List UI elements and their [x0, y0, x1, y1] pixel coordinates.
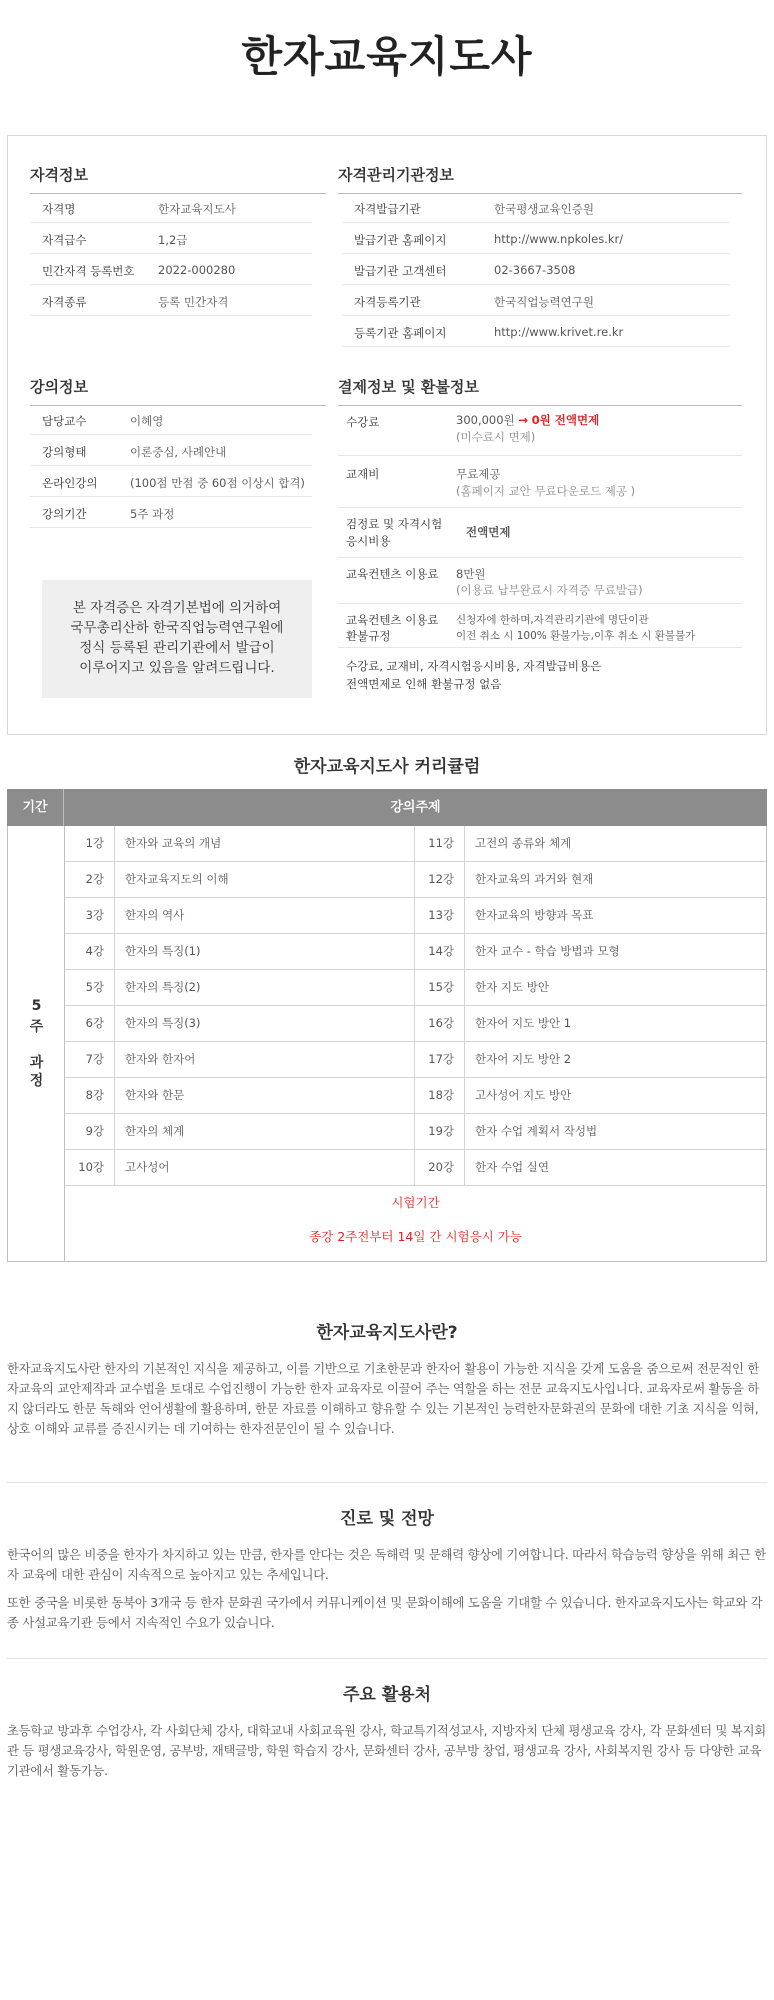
tuition-label: 수강료: [346, 415, 380, 429]
career-title: 진로 및 전망: [340, 1509, 434, 1529]
period-char: 과: [29, 1055, 44, 1071]
lesson-topic: 고사성어 지도 방안: [475, 1088, 572, 1102]
table-row: [65, 1150, 766, 1186]
curriculum-body: [7, 826, 767, 1262]
license-info-title: 자격정보: [30, 164, 326, 194]
row-label: 강의기간: [42, 507, 87, 521]
lesson-number: 18강: [415, 1078, 465, 1113]
usage-body: 초등학교 방과후 수업강사, 각 사회단체 강사, 대학교내 사회교육원 강사, 학교특기적성교사, 지방자치 단체 평생교육 강사, 각 문화센터 및 복지회관 등 평생교육강사, 학원운영, 공부방, 재택글방, 학원 학습지 강사, 문화센터 강사, 공부방 창업, 평생교육 강사, 사회복지원 강사 등 다양한 교육기관에서 활동가능.: [7, 1724, 766, 1778]
notice-line: 본 자격증은 자격기본법에 의거하여: [72, 600, 282, 616]
lesson-topic: 한자 수업 계획서 작성법: [475, 1124, 598, 1138]
lesson-number: 9강: [65, 1114, 115, 1149]
row-label: 등록기관 홈페이지: [354, 326, 447, 340]
lesson-topic: 한자의 특징(3): [115, 1006, 415, 1041]
lesson-number: 7강: [65, 1042, 115, 1077]
row-label: 발급기관 고객센터: [354, 264, 447, 278]
license-info-table: [30, 192, 312, 316]
arrow-right-icon: →: [518, 413, 528, 427]
row-label: 자격종류: [42, 295, 87, 309]
registry-homepage-link[interactable]: http://www.krivet.re.kr: [494, 325, 624, 339]
lesson-number: 6강: [65, 1006, 115, 1041]
lesson-number: 16강: [415, 1006, 465, 1041]
refund-footer-2: 전액면제로 인해 환불규정 없음: [346, 677, 502, 691]
lesson-number: 10강: [65, 1150, 115, 1185]
table-row: [65, 898, 766, 934]
divider: [7, 1658, 767, 1659]
lesson-number: 11강: [415, 826, 465, 861]
tuition-row: [338, 404, 742, 456]
payment-info-title: 결제정보 및 환불정보: [338, 376, 742, 406]
row-value: 한자교육지도사: [158, 202, 236, 216]
table-row: [342, 223, 730, 254]
info-box: [7, 135, 767, 735]
notice-box: [42, 580, 312, 698]
curriculum-table: [7, 789, 767, 1262]
lecture-info-table: [30, 404, 312, 528]
table-row: [30, 223, 312, 254]
material-row: [338, 456, 742, 508]
agency-info-table: [342, 192, 730, 347]
career-section: [7, 1504, 767, 1633]
career-body-2: 또한 중국을 비롯한 동북아 3개국 등 한자 문화권 국가에서 커뮤니케이션 및 문화이해에 도움을 기대할 수 있습니다. 한자교육지도사는 학교와 각종 사설교육기관 등에서 지속적인 수요가 있습니다.: [7, 1596, 763, 1630]
table-row: [65, 862, 766, 898]
row-value: 2022-000280: [158, 263, 236, 277]
col-period: 기간: [7, 789, 64, 826]
lesson-number: 1강: [65, 826, 115, 861]
refund-value-1: 신청자에 한하며,자격관리기관에 명단이관: [456, 614, 649, 626]
table-row: [65, 934, 766, 970]
tuition-free: 0원 전액면제: [531, 413, 600, 427]
lesson-topic: 한자교육지도의 이해: [115, 862, 415, 897]
table-row: [65, 970, 766, 1006]
table-row: [342, 192, 730, 223]
lesson-number: 5강: [65, 970, 115, 1005]
exam-fee-label-1: 검정료 및 자격시험: [346, 517, 443, 531]
lesson-topic: 한자의 역사: [115, 898, 415, 933]
curriculum-title: 한자교육지도사 커리큘럼: [293, 757, 481, 777]
table-row: [30, 466, 312, 497]
lesson-number: 4강: [65, 934, 115, 969]
exam-fee-value: 전액면제: [466, 525, 511, 539]
lesson-number: 17강: [415, 1042, 465, 1077]
table-row: [65, 1078, 766, 1114]
lesson-number: 12강: [415, 862, 465, 897]
lesson-topic: 한자의 특징(2): [115, 970, 415, 1005]
notice-line: 정식 등록된 관리기관에서 발급이: [79, 640, 275, 656]
row-value: 한국직업능력연구원: [494, 295, 594, 309]
about-section: [7, 1318, 767, 1439]
notice-line: 국무총리산하 한국직업능력연구원에: [70, 620, 284, 636]
lesson-topic: 한자의 체계: [115, 1114, 415, 1149]
agency-homepage-link[interactable]: http://www.npkoles.kr/: [494, 232, 624, 246]
lesson-number: 20강: [415, 1150, 465, 1185]
lesson-topic: 한자의 특징(1): [115, 934, 415, 969]
lesson-number: 14강: [415, 934, 465, 969]
row-label: 발급기관 홈페이지: [354, 233, 447, 247]
lesson-number: 8강: [65, 1078, 115, 1113]
lesson-number: 3강: [65, 898, 115, 933]
table-row: [342, 254, 730, 285]
lesson-topic: 고전의 종류와 체계: [475, 836, 572, 850]
row-label: 담당교수: [42, 414, 87, 428]
table-row: [65, 1042, 766, 1078]
lesson-topic: 한자교육의 과거와 현재: [475, 872, 594, 886]
about-body: 한자교육지도사란 한자의 기본적인 지식을 제공하고, 이를 기반으로 기초한문과 한자어 활용이 가능한 지식을 갖게 도움을 줌으로써 전문적인 한자교육의 교안제작과 교수법을 토대로 수업진행이 가능한 한자 교육자로 이끌어 주는 역할을 하는 전문 교육지도사입니다. 교육자로써 활동을 하지 않더라도 한문 독해와 언어생활에 활용하며, 한문 자료를 이해하고 향유할 수 있는 기본적인 능력한자문화권의 문화에 대한 기초 지식을 익혀, 상호 이해와 교류를 증진시키는 데 기여하는 한자전문인이 될 수 있습니다.: [7, 1362, 760, 1436]
row-label: 자격발급기관: [354, 202, 421, 216]
refund-row: [338, 604, 742, 648]
exam-period: [65, 1186, 766, 1254]
period-char: 주: [29, 1019, 44, 1035]
curriculum-header: [7, 789, 767, 826]
content-fee-value: 8만원: [456, 567, 486, 581]
payment-info-table: [338, 404, 742, 692]
row-value: 한국평생교육인증원: [494, 202, 594, 216]
table-row: [30, 497, 312, 528]
divider: [7, 1482, 767, 1483]
about-title: 한자교육지도사란?: [316, 1323, 458, 1343]
row-label: 민간자격 등록번호: [42, 264, 135, 278]
lesson-number: 15강: [415, 970, 465, 1005]
row-label: 온라인강의: [42, 476, 98, 490]
lesson-number: 13강: [415, 898, 465, 933]
material-label: 교재비: [346, 467, 380, 481]
period-char: 정: [29, 1073, 44, 1089]
table-row: [65, 826, 766, 862]
exam-fee-row: [338, 508, 742, 558]
refund-value-2: 이전 취소 시 100% 환불가능,이후 취소 시 환불불가: [456, 630, 696, 642]
exam-fee-label-2: 응시비용: [346, 534, 391, 548]
row-value: 02-3667-3508: [494, 263, 576, 277]
row-value: (100점 만점 중 60점 이상시 합격): [130, 476, 305, 490]
lesson-number: 2강: [65, 862, 115, 897]
exam-desc: 종강 2주전부터 14일 간 시험응시 가능: [309, 1229, 522, 1244]
career-body-1: 한국어의 많은 비중을 한자가 차지하고 있는 만큼, 한자를 안다는 것은 독해력 및 문해력 향상에 기여합니다. 따라서 학습능력 향상을 위해 최근 한자 교육에 대한 관심이 지속적으로 높아지고 있는 추세입니다.: [7, 1548, 766, 1582]
refund-footer-1: 수강료, 교재비, 자격시험응시비용, 자격발급비용은: [346, 659, 602, 673]
period-cell: [8, 826, 65, 1261]
refund-label-2: 환불규정: [346, 629, 391, 643]
notice-line: 이루어지고 있음을 알려드립니다.: [79, 660, 275, 676]
table-row: [65, 1006, 766, 1042]
row-label: 강의형태: [42, 445, 87, 459]
lesson-topic: 한자와 한자어: [115, 1042, 415, 1077]
usage-section: [7, 1680, 767, 1781]
lesson-topic: 한자와 교육의 개념: [115, 826, 415, 861]
row-label: 자격등록기관: [354, 295, 421, 309]
refund-footer: [338, 648, 742, 692]
page-title: 한자교육지도사: [241, 32, 533, 81]
table-row: [30, 254, 312, 285]
table-row: [30, 435, 312, 466]
material-value: 무료제공: [456, 467, 501, 481]
table-row: [30, 285, 312, 316]
row-value: 5주 과정: [130, 507, 175, 521]
curriculum-grid: [65, 826, 766, 1186]
table-row: [30, 192, 312, 223]
lecture-info-title: 강의정보: [30, 376, 326, 406]
lesson-topic: 고사성어: [115, 1150, 415, 1185]
agency-info-title: 자격관리기관정보: [338, 164, 742, 194]
usage-title: 주요 활용처: [342, 1685, 432, 1705]
lesson-topic: 한자 수업 실연: [475, 1160, 549, 1174]
lesson-topic: 한자어 지도 방안 1: [475, 1016, 572, 1030]
row-value: 이론중심, 사례안내: [130, 445, 227, 459]
lesson-topic: 한자 지도 방안: [475, 980, 549, 994]
table-row: [342, 316, 730, 347]
lesson-topic: 한자와 한문: [115, 1078, 415, 1113]
exam-title: 시험기간: [391, 1195, 440, 1210]
table-row: [342, 285, 730, 316]
content-fee-label: 교육컨텐츠 이용료: [346, 567, 439, 581]
row-value: 1,2급: [158, 233, 188, 247]
lesson-topic: 한자 교수 - 학습 방법과 모형: [475, 944, 620, 958]
content-fee-note: (이용료 납부완료시 자격증 무료발급): [456, 583, 643, 597]
row-value: 등록 민간자격: [158, 295, 229, 309]
lesson-topic: 한자교육의 방향과 목표: [475, 908, 594, 922]
row-label: 자격명: [42, 202, 76, 216]
material-note: (홈페이지 교안 무료다운로드 제공 ): [456, 484, 636, 498]
lesson-number: 19강: [415, 1114, 465, 1149]
tuition-price: 300,000원: [456, 413, 515, 427]
period-char: 5: [31, 998, 42, 1014]
lesson-topic: 한자어 지도 방안 2: [475, 1052, 572, 1066]
row-label: 자격급수: [42, 233, 87, 247]
table-row: [65, 1114, 766, 1150]
table-row: [30, 404, 312, 435]
col-topic: 강의주제: [390, 800, 441, 815]
refund-label-1: 교육컨텐츠 이용료: [346, 613, 439, 627]
tuition-note: (미수료시 면제): [456, 430, 536, 444]
content-fee-row: [338, 558, 742, 604]
row-value: 이혜영: [130, 414, 164, 428]
